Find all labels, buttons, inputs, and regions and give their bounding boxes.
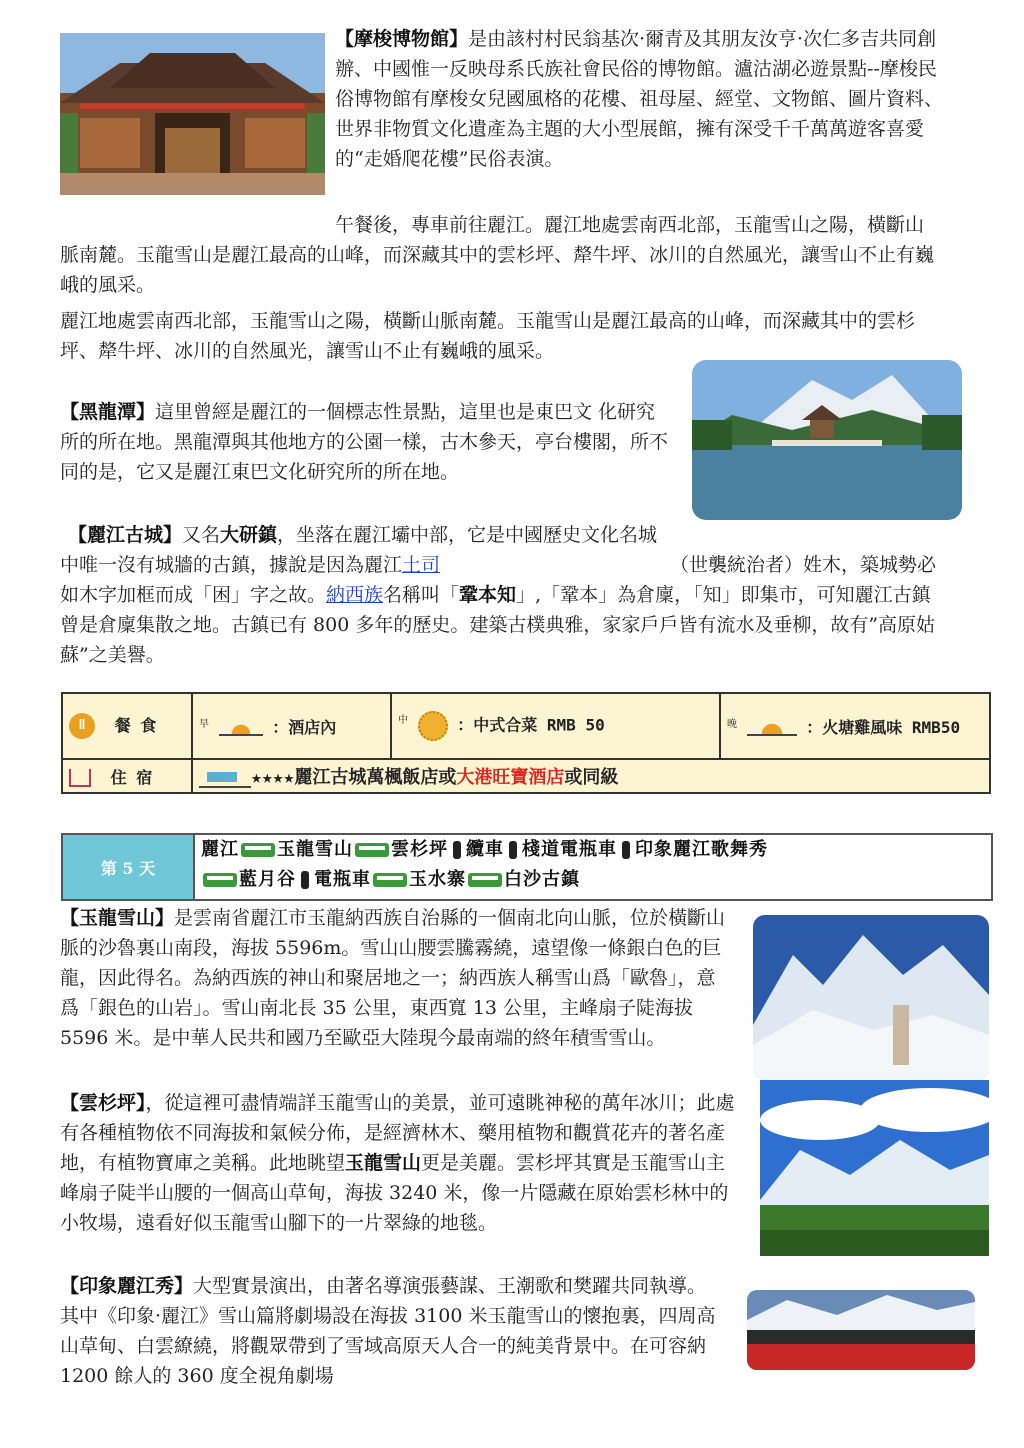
bus-icon bbox=[203, 873, 237, 887]
meal-label-cell bbox=[62, 693, 192, 759]
yunshan-text-b: 更是美麗。雲杉坪其實是玉龍雪山主峰扇子陡半山腰的一個高山草甸，海拔 3240 米，像一片隱藏在原始雲杉林中的小牧場，遠看好似玉龍雪山腳下的一片翠綠的地毯。 bbox=[60, 1152, 729, 1234]
yunshan-text-a: ，從這裡可盡情端詳玉龍雪山的美景，並可遠眺神秘的萬年冰川；此處有各種植物依不同海拔和氣候分佈，是經濟林木、藥用植物和觀賞花卉的著名產地，有植物寶庫之美稱。此地眺望 bbox=[60, 1092, 735, 1174]
lunch-cell bbox=[391, 693, 720, 759]
bus-icon bbox=[355, 843, 389, 857]
bus-icon bbox=[241, 843, 275, 857]
heilongtan-paragraph bbox=[60, 397, 670, 487]
old-town-title: 【麗江古城】 bbox=[68, 524, 183, 546]
impression-show-photo bbox=[747, 1290, 975, 1370]
snow-mountain-photo bbox=[753, 915, 989, 1080]
naxi-link[interactable]: 納西族 bbox=[326, 584, 384, 606]
heilongtan-title: 【黑龍潭】 bbox=[60, 401, 156, 423]
yulong-title: 【玉龍雪山】 bbox=[60, 907, 175, 929]
breakfast-value: ：酒店內 bbox=[272, 717, 337, 737]
impression-title: 【印象麗江秀】 bbox=[60, 1275, 194, 1297]
route-stop-baisha: 白沙古鎮 bbox=[504, 869, 580, 890]
yunshan-text-bold: 玉龍雪山 bbox=[345, 1152, 422, 1174]
hotel-bed-icon bbox=[199, 768, 251, 788]
meal-lodging-table bbox=[61, 692, 991, 794]
old-town-text-g: 」,「鞏本」為倉廩，「知」即集市，可知麗江古鎮曾是倉廩集散之地。古鎮已有 800 多年的歷史。建築古樸典雅，家家戶戶皆有流水及垂柳，故有”高原姑蘇”之美譽。 bbox=[60, 584, 936, 666]
hotel-stars: ★★★★ bbox=[251, 767, 295, 788]
day5-label: 第 5 天 bbox=[63, 835, 195, 899]
breakfast-tag: 早 bbox=[199, 718, 209, 730]
mosuo-body: 是由該村村民翁基次·爾青及其朋友汝亨·次仁多吉共同創辦、中國惟一反映母系氏族社會民俗的博物館。瀘沽湖必遊景點--摩梭民俗博物館有摩梭女兒國風格的花樓、祖母屋、經堂、文物館、圖片資料、世界非物質文化遺產為主題的大小型展館，擁有深受千千萬萬遊客喜愛的“走婚爬花樓”民俗表演。 bbox=[335, 28, 944, 170]
hotel-cell bbox=[192, 759, 990, 793]
old-town-paragraph bbox=[60, 520, 940, 670]
tusi-link[interactable]: 土司 bbox=[402, 554, 441, 576]
meal-label: 餐 食 bbox=[114, 715, 157, 735]
route-stop-show: 印象麗江歌舞秀 bbox=[635, 839, 768, 860]
walk-icon bbox=[622, 841, 630, 859]
black-dragon-pool-photo bbox=[692, 360, 962, 520]
spruce-meadow-photo bbox=[760, 1080, 989, 1256]
lijiang-text: 麗江地處雲南西北部，玉龍雪山之陽，橫斷山脈南麓。玉龍雪山是麗江最高的山峰，而深藏其中的雲杉坪、犛牛坪、冰川的自然風光，讓雪山不止有巍峨的風采。 bbox=[60, 310, 916, 362]
yunshan-paragraph bbox=[60, 1088, 738, 1238]
bus-icon bbox=[373, 873, 407, 887]
old-town-text-e: 名稱叫「 bbox=[383, 584, 460, 606]
mosuo-title: 【摩梭博物館】 bbox=[335, 28, 469, 50]
hotel-name-b: 或同級 bbox=[564, 767, 619, 788]
route-stop-ecar: 電瓶車 bbox=[314, 869, 371, 890]
lunch-tag: 中 bbox=[398, 715, 408, 726]
utensils-icon: ǁ bbox=[69, 713, 95, 739]
impression-body: 大型實景演出，由著名導演張藝謀、王潮歌和樊躍共同執導。其中《印象·麗江》雪山篇將劇場設在海拔 3100 米玉龍雪山的懷抱裏，四周高山草甸、白雲繚繞，將觀眾帶到了雪域高原天人合一的純美背景中。在可容納 1200 餘人的 360 度全視角劇場 bbox=[60, 1275, 716, 1387]
route-stop-cablecar: 纜車 bbox=[466, 839, 504, 860]
walk-icon bbox=[509, 841, 517, 859]
sunset-icon bbox=[747, 720, 797, 736]
yunshan-title: 【雲杉坪】 bbox=[60, 1092, 146, 1114]
route-stop-yulong: 玉龍雪山 bbox=[277, 839, 353, 860]
yulong-paragraph bbox=[60, 903, 732, 1053]
walk-icon bbox=[453, 841, 461, 859]
route-stop-yunshan: 雲杉坪 bbox=[391, 839, 448, 860]
old-town-text-f: 鞏本知 bbox=[459, 584, 517, 606]
sunrise-icon bbox=[219, 720, 263, 736]
heilongtan-body: 這里曾經是麗江的一個標志性景點，這里也是東巴文 化研究所的所在地。黑龍潭與其他地方的公園一樣，古木參天，亭台樓閣，所不同的是，它又是麗江東巴文化研究所的所在地。 bbox=[60, 401, 669, 483]
route-stop-yushuizhai: 玉水寨 bbox=[409, 869, 466, 890]
bus-icon bbox=[468, 873, 502, 887]
old-town-text-c: ，坐落在麗江壩中部，它是中國歷史文化名城中唯一沒有城牆的古鎮，據說是因為麗江 bbox=[60, 524, 658, 576]
stay-label-cell bbox=[62, 759, 192, 793]
old-town-text-a: 又名 bbox=[182, 524, 221, 546]
sun-sunglasses-icon bbox=[418, 711, 448, 741]
lunch-paragraph-text bbox=[60, 210, 940, 300]
dinner-tag: 晚 bbox=[727, 718, 737, 730]
yulong-body: 是雲南省麗江市玉龍納西族自治縣的一個南北向山脈，位於橫斷山脈的沙魯裏山南段，海拔 5596m。雪山山腰雲騰霧繞，遠望像一條銀白色的巨龍，因此得名。為納西族的神山和聚居地之一；納西族人稱雪山爲「歐魯」，意爲「銀色的山岩」。雪山南北長 35 公里，東西寬 13 公里，主峰扇子陡海拔 5596 米。是中華人民共和國乃至歐亞大陸現今最南端的終年積雪雪山。 bbox=[60, 907, 726, 1049]
day5-route bbox=[195, 835, 991, 899]
dinner-cell bbox=[720, 693, 990, 759]
house-icon bbox=[69, 769, 91, 787]
dinner-value: ：火塘雞風味 RMB50 bbox=[806, 717, 961, 737]
route-stop-plankroad: 棧道電瓶車 bbox=[522, 839, 617, 860]
day5-header bbox=[61, 833, 993, 901]
route-stop-lijiang: 麗江 bbox=[201, 839, 239, 860]
lijiang-paragraph bbox=[60, 306, 940, 366]
route-stop-blue-moon: 藍月谷 bbox=[239, 869, 296, 890]
lunch-text: 午餐後，專車前往麗江。麗江地處雲南西北部，玉龍雪山之陽，橫斷山脈南麓。玉龍雪山是麗江最高的山峰，而深藏其中的雲杉坪、犛牛坪、冰川的自然風光，讓雪山不止有巍峨的風采。 bbox=[60, 214, 935, 296]
hotel-name-red: 大港旺寶酒店 bbox=[456, 767, 565, 788]
hotel-name-a: 麗江古城萬楓飯店或 bbox=[294, 767, 457, 788]
stay-label: 住 宿 bbox=[110, 767, 153, 787]
breakfast-cell bbox=[192, 693, 391, 759]
impression-paragraph bbox=[60, 1271, 720, 1391]
mosuo-paragraph bbox=[335, 24, 950, 174]
walk-icon bbox=[301, 871, 309, 889]
lunch-value: ：中式合菜 RMB 50 bbox=[457, 715, 605, 735]
mosuo-museum-photo bbox=[60, 33, 325, 195]
old-town-text-b: 大研鎮 bbox=[220, 524, 278, 546]
old-town-text-d: （世襲統治者）姓木，築城勢必如木字加框而成「困」字之故。 bbox=[60, 554, 937, 606]
